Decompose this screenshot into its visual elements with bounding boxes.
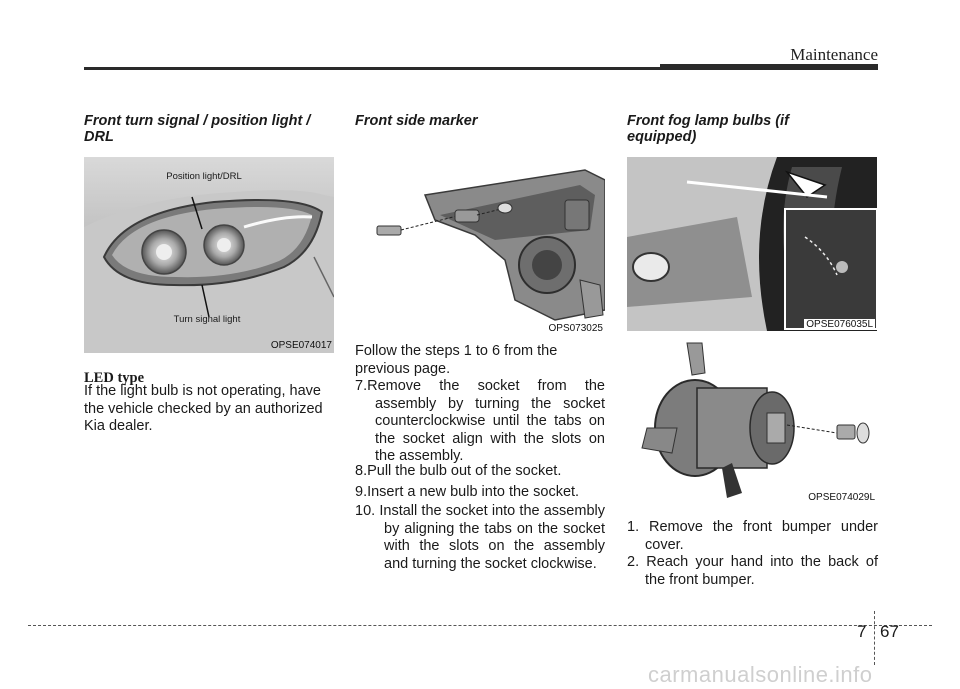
step-text: Install the socket into the assembly by aligning the tabs on the socket with the slots on the assembly and turning the socket clockwise. [379,503,605,572]
step-9 [355,484,605,502]
step-text: Insert a new bulb into the socket. [367,484,580,500]
bumper-illustration [627,157,877,331]
step-number: 7. [355,378,368,394]
step-text: Pull the bulb out of the socket. [367,463,562,479]
step-number: 8. [355,463,368,479]
step-text: Remove the socket from the assembly by turning the socket counterclockwise until the tabs on the socket align with the slots on the assembly. [367,378,605,464]
led-text: If the light bulb is not operating, have the vehicle checked by an authorized Kia dealer. [84,383,323,434]
step-text: Remove the front bumper under cover. [645,519,879,553]
step-number: 9. [355,484,368,500]
chapter-number: 7 [857,622,867,641]
page-number: 67 [880,622,899,641]
section-title-side-marker: Front side marker [355,113,478,129]
section-title-turn-signal: Front turn signal / position light / DRL [84,113,311,145]
page-number-separator [874,611,875,665]
label-position-light: Position light/DRL [166,171,242,182]
step-number: 2. [627,554,640,570]
headlight-photo [84,157,334,353]
fog-step-2 [627,554,878,590]
label-turn-signal: Turn signal light [173,314,241,325]
step-10 [355,503,605,591]
figure-code: OPSE074029L [808,492,875,503]
section-title-fog-lamp: Front fog lamp bulbs (if equipped) [627,113,789,145]
bumper-photo [627,157,877,331]
step-8 [355,463,605,481]
step-7 [355,378,605,466]
side-marker-photo [355,140,605,336]
figure-code: OPSE076035L [806,319,873,330]
footer-rule [28,625,932,626]
figure-code: OPSE074017 [270,340,332,351]
side-marker-illustration [355,140,605,336]
fog-step-1 [627,519,878,555]
header-rule-tab [660,64,878,70]
watermark: carmanualsonline.info [648,662,873,687]
fog-lamp-photo [627,333,877,507]
section-header: Maintenance [790,45,878,64]
intro-text: Follow the steps 1 to 6 from the previous page. [355,343,558,377]
step-text: Reach your hand into the back of the front bumper. [645,554,878,588]
fog-lamp-illustration [627,333,877,507]
figure-code: OPS073025 [548,323,603,334]
step-number: 10. [355,503,376,519]
step-number: 1. [627,519,640,535]
subhead-led-type: LED type [84,370,145,386]
